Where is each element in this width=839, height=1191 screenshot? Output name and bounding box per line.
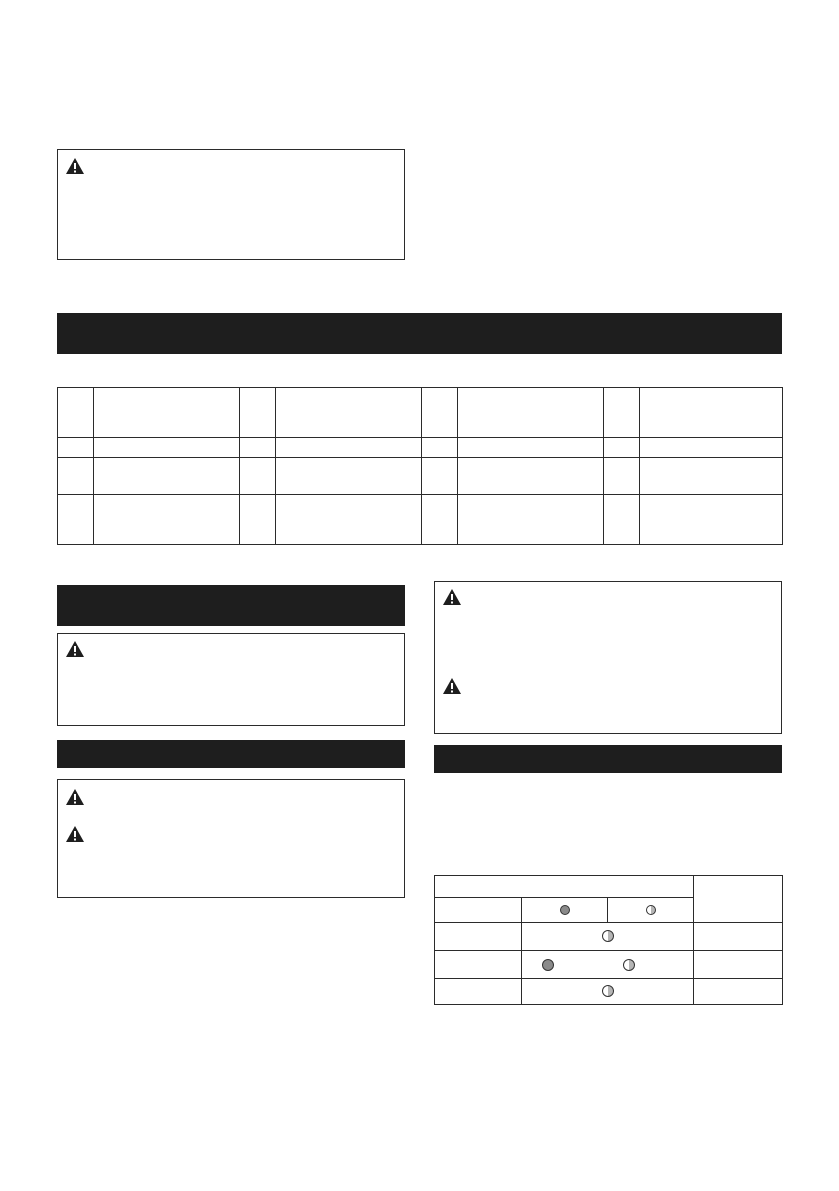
table-cell	[522, 898, 608, 923]
table-row	[435, 923, 783, 951]
table-cell	[522, 923, 694, 951]
table-cell	[694, 951, 783, 979]
indicator-blinking-icon	[602, 985, 614, 997]
table-cell	[276, 388, 422, 438]
warning-triangle-icon	[443, 678, 461, 694]
table-cell	[522, 951, 694, 979]
caution-box-top	[57, 149, 405, 260]
table-cell	[458, 495, 604, 545]
table-cell	[694, 923, 783, 951]
table-cell	[435, 898, 522, 923]
table-cell	[458, 458, 604, 495]
table-cell	[604, 438, 640, 458]
warning-triangle-icon	[66, 826, 84, 842]
table-cell	[276, 495, 422, 545]
table-cell	[58, 438, 94, 458]
table-cell	[604, 458, 640, 495]
table-cell	[276, 458, 422, 495]
table-cell	[604, 495, 640, 545]
table-cell	[422, 388, 458, 438]
table-cell	[94, 388, 240, 438]
section-header-bar	[57, 313, 782, 354]
table-cell	[608, 898, 694, 923]
parts-table	[57, 387, 783, 545]
table-cell	[640, 438, 783, 458]
right-subsection-header-bar	[434, 745, 782, 773]
table-cell	[435, 951, 522, 979]
table-cell	[522, 979, 694, 1005]
indicator-lit-icon	[560, 905, 570, 915]
table-cell	[240, 388, 276, 438]
caution-box-right-1	[434, 581, 782, 734]
table-row	[435, 876, 783, 898]
indicator-table	[434, 875, 783, 1005]
table-cell	[604, 388, 640, 438]
table-cell	[422, 438, 458, 458]
table-cell	[94, 495, 240, 545]
caution-box-left-2	[57, 779, 405, 898]
table-cell	[58, 458, 94, 495]
indicator-lit-icon	[542, 959, 554, 971]
left-subsection-header-bar	[57, 740, 405, 768]
table-cell	[458, 438, 604, 458]
table-cell	[694, 979, 783, 1005]
warning-triangle-icon	[443, 589, 461, 605]
table-cell	[435, 923, 522, 951]
caution-box-left-1	[57, 633, 405, 726]
warning-triangle-icon	[66, 158, 84, 174]
indicator-blinking-icon	[623, 959, 635, 971]
table-cell	[422, 495, 458, 545]
table-cell	[422, 458, 458, 495]
table-cell	[276, 438, 422, 458]
table-cell	[94, 458, 240, 495]
table-row	[58, 438, 783, 458]
table-cell	[640, 388, 783, 438]
table-row	[58, 458, 783, 495]
left-section-header-bar	[57, 585, 405, 626]
table-row	[435, 951, 783, 979]
table-cell	[458, 388, 604, 438]
table-cell	[58, 388, 94, 438]
table-cell	[240, 438, 276, 458]
table-row	[58, 388, 783, 438]
table-cell	[58, 495, 94, 545]
table-header-cell	[435, 876, 694, 898]
indicator-blinking-icon	[646, 905, 656, 915]
table-cell	[640, 458, 783, 495]
table-cell	[240, 495, 276, 545]
indicator-blinking-icon	[602, 930, 614, 942]
table-row	[435, 979, 783, 1005]
table-cell	[94, 438, 240, 458]
table-cell	[640, 495, 783, 545]
table-cell	[435, 979, 522, 1005]
table-row	[58, 495, 783, 545]
table-cell	[240, 458, 276, 495]
warning-triangle-icon	[66, 789, 84, 805]
warning-triangle-icon	[66, 641, 84, 657]
table-header-cell	[694, 876, 783, 923]
